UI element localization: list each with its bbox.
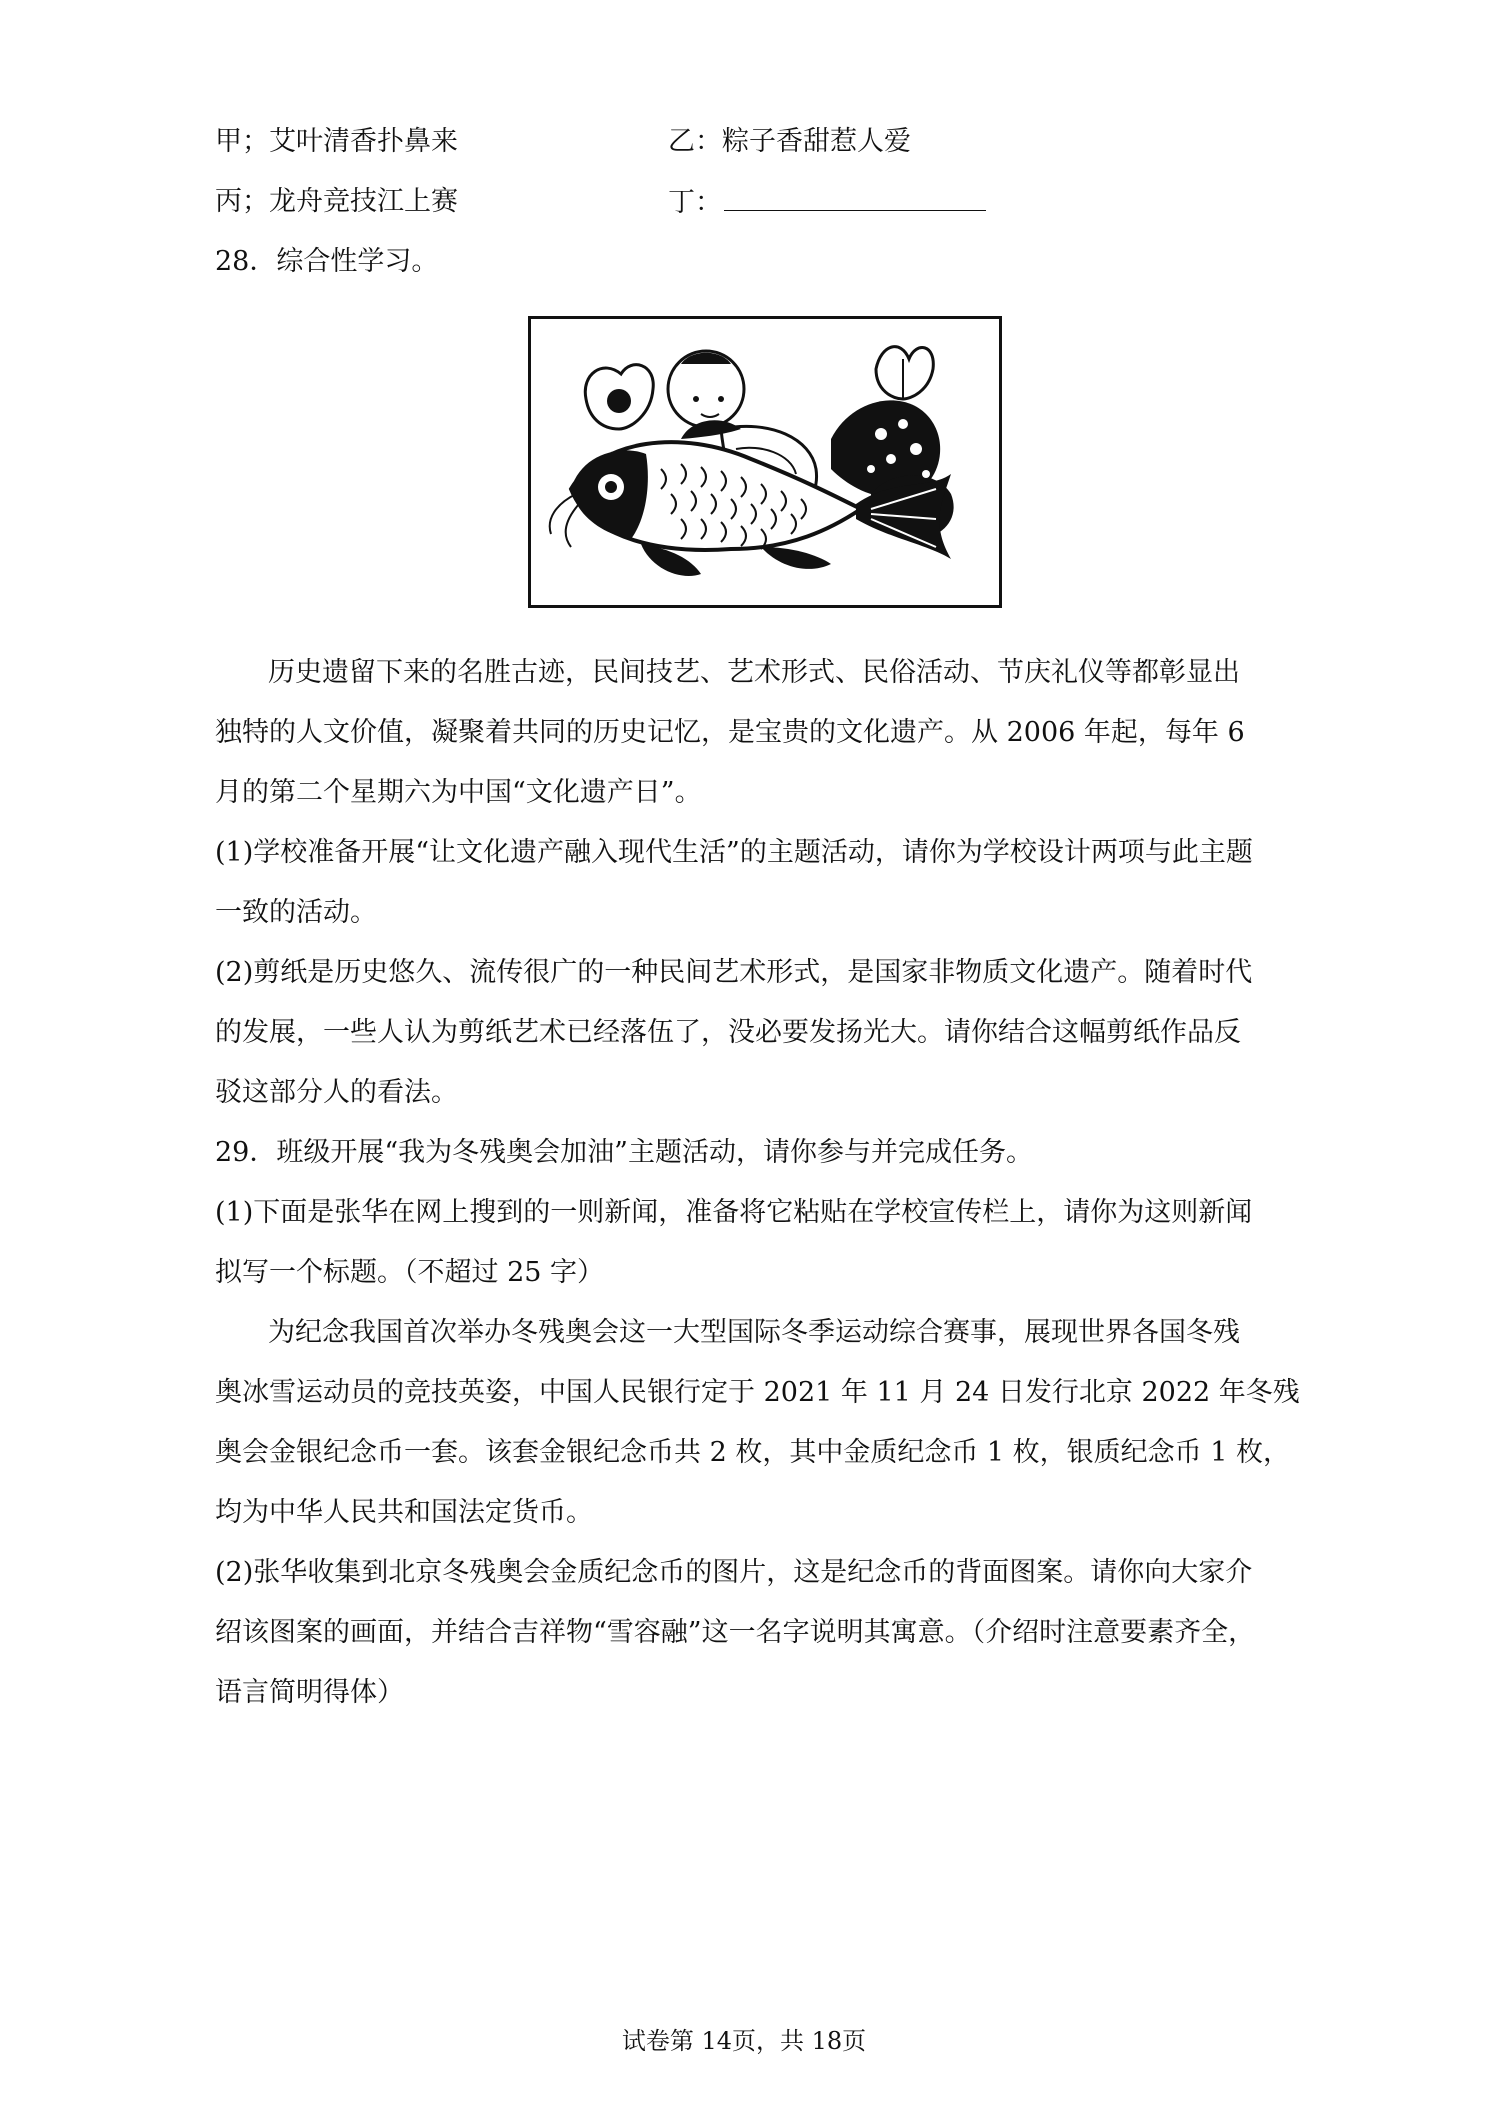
option-jia: 甲；艾叶清香扑鼻来 bbox=[215, 126, 458, 157]
q28-sub1-line-2: 一致的活动。 bbox=[215, 897, 377, 928]
q28-passage-line-1: 历史遗留下来的名胜古迹，民间技艺、艺术形式、民俗活动、节庆礼仪等都彰显出 bbox=[268, 657, 1240, 688]
q28-sub2-line-2: 的发展，一些人认为剪纸艺术已经落伍了，没必要发扬光大。请你结合这幅剪纸作品反 bbox=[215, 1017, 1241, 1048]
q29-news-line-4: 均为中华人民共和国法定货币。 bbox=[215, 1497, 593, 1528]
q29-heading: 29．班级开展“我为冬残奥会加油”主题活动，请你参与并完成任务。 bbox=[215, 1137, 1033, 1168]
option-ding bbox=[668, 184, 986, 221]
q28-sub1-line-1: (1)学校准备开展“让文化遗产融入现代生活”的主题活动，请你为学校设计两项与此主题 bbox=[215, 837, 1253, 868]
q28-sub2-line-3: 驳这部分人的看法。 bbox=[215, 1077, 458, 1108]
q29-sub2-line-2: 绍该图案的画面，并结合吉祥物“雪容融”这一名字说明其寓意。（介绍时注意要素齐全， bbox=[215, 1617, 1256, 1648]
q28-passage-line-3: 月的第二个星期六为中国“文化遗产日”。 bbox=[215, 777, 702, 808]
q28-passage-line-2: 独特的人文价值，凝聚着共同的历史记忆，是宝贵的文化遗产。从 2006 年起，每年 6 bbox=[215, 717, 1245, 748]
q28-heading: 28．综合性学习。 bbox=[215, 246, 439, 277]
page-footer: 试卷第 14页，共 18页 bbox=[621, 2027, 867, 2055]
paper-cut-image bbox=[528, 316, 1002, 608]
q29-news-line-2: 奥冰雪运动员的竞技英姿，中国人民银行定于 2021 年 11 月 24 日发行北京 2022 年冬残 bbox=[215, 1377, 1300, 1408]
option-ding-label: 丁： bbox=[668, 187, 722, 218]
paper-cut-child-fish-illustration bbox=[531, 319, 999, 605]
q29-sub2-line-1: (2)张华收集到北京冬残奥会金质纪念币的图片，这是纪念币的背面图案。请你向大家介 bbox=[215, 1557, 1253, 1588]
q29-news-line-3: 奥会金银纪念币一套。该套金银纪念币共 2 枚，其中金质纪念币 1 枚，银质纪念币 1 枚， bbox=[215, 1437, 1291, 1468]
answer-blank[interactable] bbox=[724, 184, 986, 211]
q29-sub2-line-3: 语言简明得体） bbox=[215, 1677, 404, 1708]
q28-sub2-line-1: (2)剪纸是历史悠久、流传很广的一种民间艺术形式，是国家非物质文化遗产。随着时代 bbox=[215, 957, 1253, 988]
option-yi: 乙：粽子香甜惹人爱 bbox=[668, 126, 911, 157]
option-bing: 丙；龙舟竞技江上赛 bbox=[215, 186, 458, 217]
q29-sub1-line-1: (1)下面是张华在网上搜到的一则新闻，准备将它粘贴在学校宣传栏上，请你为这则新闻 bbox=[215, 1197, 1253, 1228]
q29-sub1-line-2: 拟写一个标题。（不超过 25 字） bbox=[215, 1257, 605, 1288]
q29-news-line-1: 为纪念我国首次举办冬残奥会这一大型国际冬季运动综合赛事，展现世界各国冬残 bbox=[268, 1317, 1240, 1348]
